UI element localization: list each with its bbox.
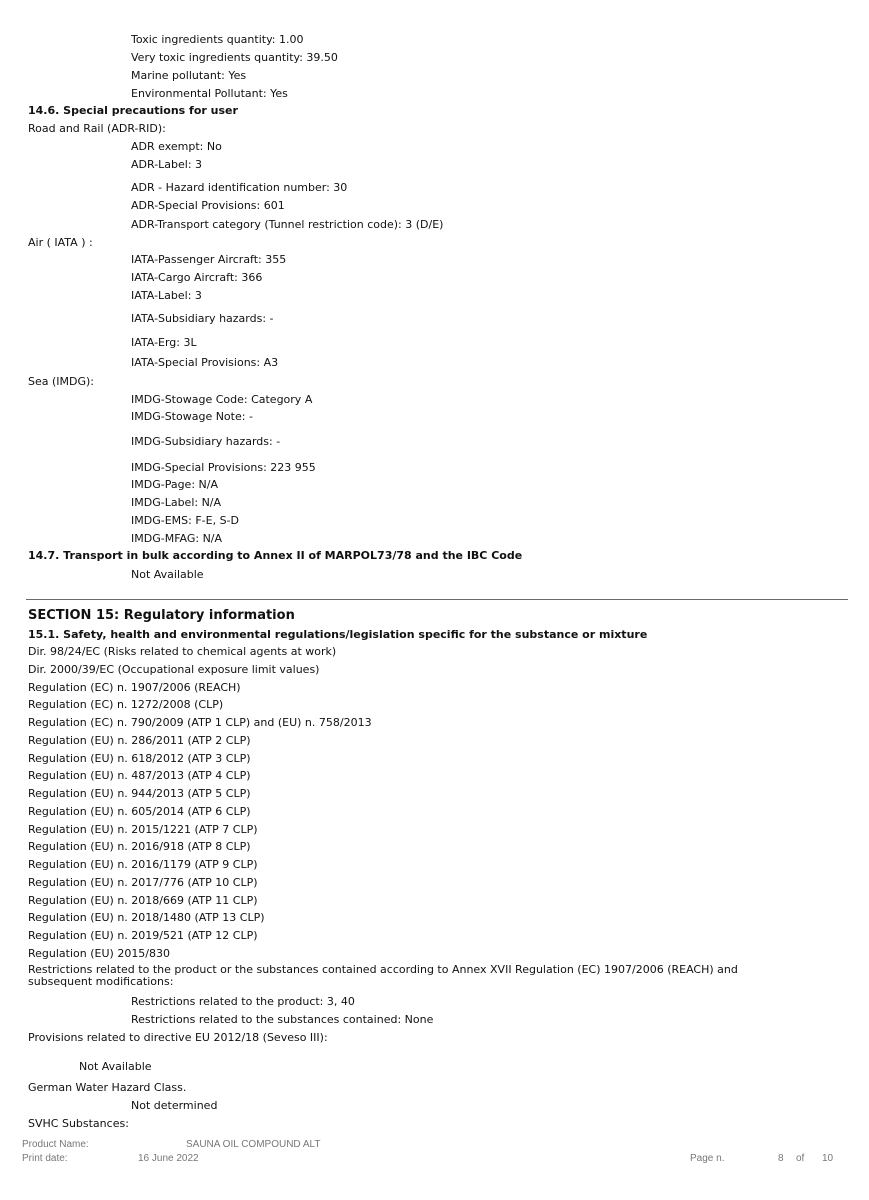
iata-label: IATA-Label: 3: [131, 289, 202, 302]
bulk-transport-value: Not Available: [131, 568, 204, 581]
adr-hazard-id: ADR - Hazard identification number: 30: [131, 181, 348, 194]
heading-15-1: 15.1. Safety, health and environmental regulations/legislation specific for the substance or mixture: [28, 628, 648, 641]
imdg-stowage-code: IMDG-Stowage Code: Category A: [131, 393, 313, 406]
iata-cargo-aircraft: IATA-Cargo Aircraft: 366: [131, 271, 263, 284]
iata-subsidiary-hazards: IATA-Subsidiary hazards: -: [131, 312, 274, 325]
adr-exempt: ADR exempt: No: [131, 140, 222, 153]
iata-special-provisions: IATA-Special Provisions: A3: [131, 356, 279, 369]
footer-product-name: SAUNA OIL COMPOUND ALT: [186, 1139, 321, 1150]
imdg-mfag: IMDG-MFAG: N/A: [131, 532, 223, 545]
section-divider: [26, 599, 848, 600]
imdg-special-provisions: IMDG-Special Provisions: 223 955: [131, 461, 316, 474]
regulation-item: Regulation (EU) n. 2019/521 (ATP 12 CLP): [28, 929, 258, 942]
section-15-title: SECTION 15: Regulatory information: [28, 608, 295, 623]
sea-imdg-label: Sea (IMDG):: [28, 375, 95, 388]
imdg-page: IMDG-Page: N/A: [131, 478, 218, 491]
restrictions-substances: Restrictions related to the substances contained: None: [131, 1013, 434, 1026]
adr-transport-category: ADR-Transport category (Tunnel restriction code): 3 (D/E): [131, 218, 444, 231]
regulation-item: Regulation (EC) n. 1272/2008 (CLP): [28, 698, 224, 711]
regulation-item: Regulation (EU) n. 2016/1179 (ATP 9 CLP): [28, 858, 258, 871]
regulation-item: Regulation (EC) n. 790/2009 (ATP 1 CLP) and (EU) n. 758/2013: [28, 716, 372, 729]
footer-page-of: of: [796, 1153, 805, 1164]
imdg-subsidiary-hazards: IMDG-Subsidiary hazards: -: [131, 435, 281, 448]
restrictions-annex-xvii: Restrictions related to the product or the substances contained according to Annex XVII Regulation (EC) 1907/2006 (REACH) and: [28, 963, 738, 976]
adr-label: ADR-Label: 3: [131, 158, 203, 171]
water-hazard-value: Not determined: [131, 1099, 218, 1112]
seveso-label: Provisions related to directive EU 2012/18 (Seveso III):: [28, 1031, 328, 1044]
footer-page-label: Page n.: [690, 1153, 725, 1164]
regulation-item: Regulation (EU) n. 2018/669 (ATP 11 CLP): [28, 894, 258, 907]
regulation-item: Regulation (EU) n. 487/2013 (ATP 4 CLP): [28, 769, 251, 782]
footer-page-current: 8: [778, 1153, 784, 1164]
regulation-item: Regulation (EU) n. 2016/918 (ATP 8 CLP): [28, 840, 251, 853]
restrictions-product: Restrictions related to the product: 3, 40: [131, 995, 355, 1008]
regulation-item: Regulation (EU) n. 618/2012 (ATP 3 CLP): [28, 752, 251, 765]
heading-14-6: 14.6. Special precautions for user: [28, 104, 238, 117]
regulation-item: Regulation (EU) 2015/830: [28, 947, 171, 960]
footer-product-label: Product Name:: [22, 1139, 89, 1150]
svhc-label: SVHC Substances:: [28, 1117, 129, 1130]
regulation-item: Regulation (EU) n. 2017/776 (ATP 10 CLP): [28, 876, 258, 889]
regulation-item: Regulation (EU) n. 2018/1480 (ATP 13 CLP): [28, 911, 265, 924]
regulation-item: Regulation (EU) n. 944/2013 (ATP 5 CLP): [28, 787, 251, 800]
footer-page-total: 10: [822, 1153, 834, 1164]
footer-print-date: 16 June 2022: [138, 1153, 199, 1164]
toxic-ingredients-qty: Toxic ingredients quantity: 1.00: [131, 33, 304, 46]
environmental-pollutant: Environmental Pollutant: Yes: [131, 87, 288, 100]
very-toxic-ingredients-qty: Very toxic ingredients quantity: 39.50: [131, 51, 338, 64]
heading-14-7: 14.7. Transport in bulk according to Annex II of MARPOL73/78 and the IBC Code: [28, 549, 523, 562]
footer-print-label: Print date:: [22, 1153, 68, 1164]
regulation-item: Regulation (EC) n. 1907/2006 (REACH): [28, 681, 241, 694]
imdg-ems: IMDG-EMS: F-E, S-D: [131, 514, 239, 527]
restrictions-annex-xvii-cont: subsequent modifications:: [28, 975, 174, 988]
imdg-stowage-note: IMDG-Stowage Note: -: [131, 410, 253, 423]
water-hazard-label: German Water Hazard Class.: [28, 1081, 187, 1094]
regulation-item: Regulation (EU) n. 286/2011 (ATP 2 CLP): [28, 734, 251, 747]
marine-pollutant: Marine pollutant: Yes: [131, 69, 247, 82]
regulation-item: Regulation (EU) n. 2015/1221 (ATP 7 CLP): [28, 823, 258, 836]
seveso-value: Not Available: [79, 1060, 152, 1073]
air-iata-label: Air ( IATA ) :: [28, 236, 93, 249]
regulation-item: Dir. 98/24/EC (Risks related to chemical agents at work): [28, 645, 337, 658]
road-rail-label: Road and Rail (ADR-RID):: [28, 122, 166, 135]
adr-special-provisions: ADR-Special Provisions: 601: [131, 199, 285, 212]
regulation-item: Dir. 2000/39/EC (Occupational exposure limit values): [28, 663, 320, 676]
regulation-item: Regulation (EU) n. 605/2014 (ATP 6 CLP): [28, 805, 251, 818]
iata-passenger-aircraft: IATA-Passenger Aircraft: 355: [131, 253, 287, 266]
imdg-label: IMDG-Label: N/A: [131, 496, 222, 509]
iata-erg: IATA-Erg: 3L: [131, 336, 197, 349]
